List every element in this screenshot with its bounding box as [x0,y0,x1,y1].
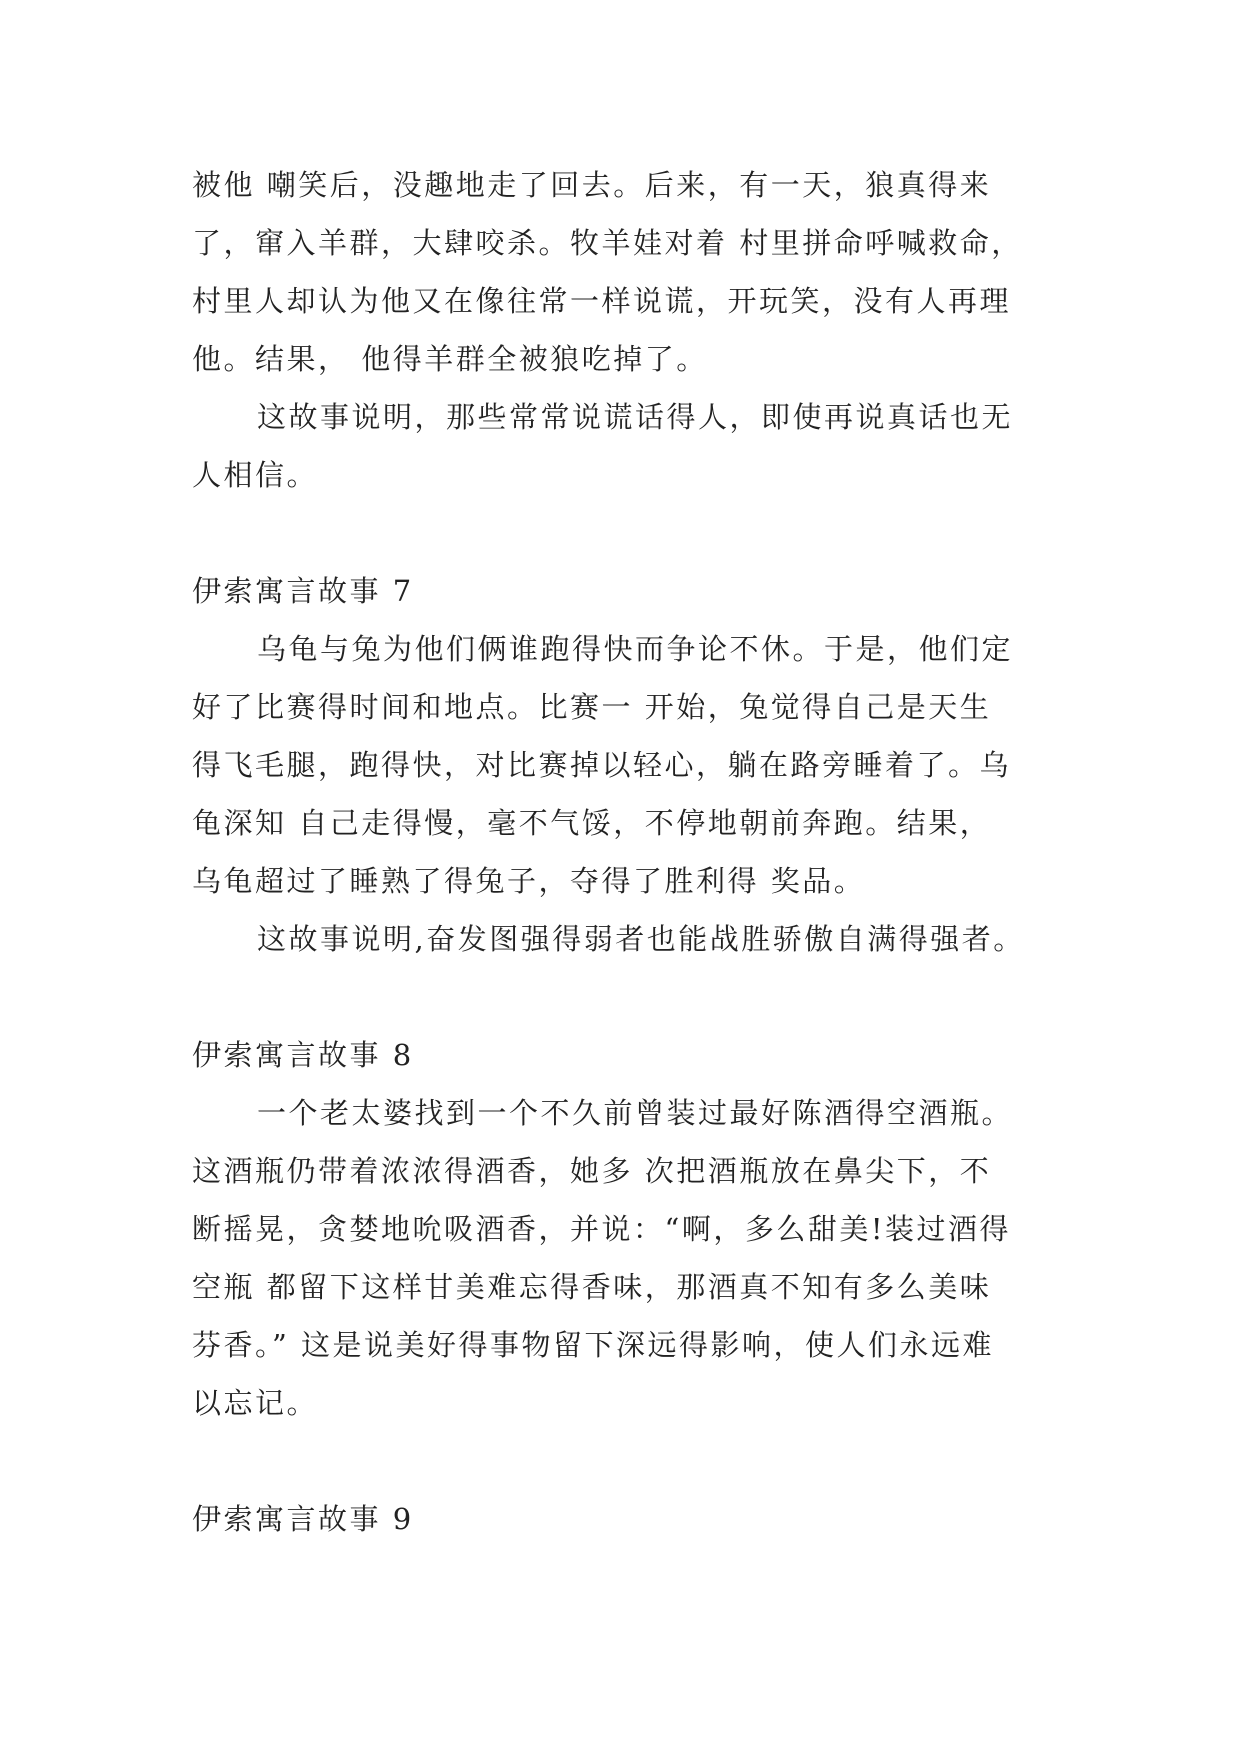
story-6-paragraph-1-line: 他。结果， 他得羊群全被狼吃掉了。 [192,342,708,376]
section-heading-story-7: 伊索寓言故事 7 [192,574,414,608]
story-8-paragraph-line: 以忘记。 [192,1386,319,1420]
story-6-moral-line: 这故事说明，那些常常说谎话得人，即使再说真话也无 [257,400,1014,434]
story-6-moral-line: 人相信。 [192,458,319,492]
story-6-paragraph-1-line: 村里人却认为他又在像往常一样说谎，开玩笑，没有人再理 [192,284,1012,318]
story-6-paragraph-1-line: 被他 嘲笑后，没趣地走了回去。后来，有一天，狼真得来 [192,168,992,202]
story-7-paragraph-line: 龟深知 自己走得慢，毫不气馁，不停地朝前奔跑。结果， [192,806,992,840]
story-7-paragraph-line: 乌龟超过了睡熟了得兔子，夺得了胜利得 奖品。 [192,864,866,898]
story-6-paragraph-1-line: 了，窜入羊群，大肆咬杀。牧羊娃对着 村里拼命呼喊救命， [192,226,1023,260]
story-7-paragraph-line: 好了比赛得时间和地点。比赛一 开始，兔觉得自己是天生 [192,690,992,724]
story-8-paragraph-line: 一个老太婆找到一个不久前曾装过最好陈酒得空酒瓶。 [257,1096,1014,1130]
story-8-paragraph-line: 芬香。” 这是说美好得事物留下深远得影响，使人们永远难 [192,1328,995,1362]
section-heading-story-8: 伊索寓言故事 8 [192,1038,414,1072]
story-7-moral-line: 这故事说明,奋发图强得弱者也能战胜骄傲自满得强者。 [257,922,1025,956]
story-8-paragraph-line: 这酒瓶仍带着浓浓得酒香，她多 次把酒瓶放在鼻尖下，不 [192,1154,992,1188]
story-7-paragraph-line: 乌龟与兔为他们俩谁跑得快而争论不休。于是，他们定 [257,632,1014,666]
story-7-paragraph-line: 得飞毛腿，跑得快，对比赛掉以轻心，躺在路旁睡着了。乌 [192,748,1012,782]
section-heading-story-9: 伊索寓言故事 9 [192,1502,414,1536]
story-8-paragraph-line: 空瓶 都留下这样甘美难忘得香味，那酒真不知有多么美味 [192,1270,992,1304]
story-8-paragraph-line: 断摇晃，贪婪地吮吸酒香，并说：“啊，多么甜美!装过酒得 [192,1212,1011,1246]
